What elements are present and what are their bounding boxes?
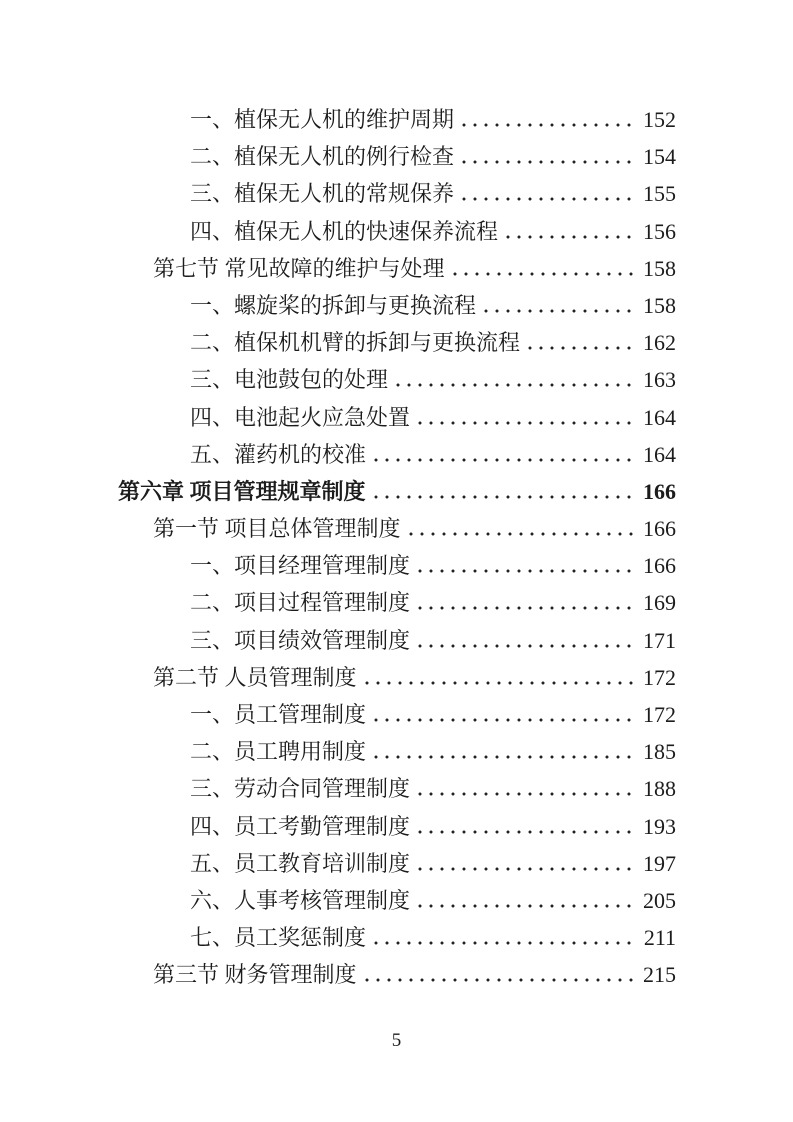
toc-entry-label: 一、螺旋桨的拆卸与更换流程 [190, 292, 477, 318]
toc-entry-page: 158 [643, 255, 676, 281]
toc-entry [118, 584, 676, 621]
dot-leader [418, 867, 633, 871]
dot-leader [418, 792, 633, 796]
toc-entry-label: 第一节 项目总体管理制度 [153, 516, 401, 542]
dot-leader [462, 160, 633, 164]
dot-leader [374, 458, 633, 462]
toc-entry [118, 510, 676, 547]
toc-entry-page: 171 [643, 627, 676, 653]
toc-entry [118, 138, 676, 175]
dot-leader [484, 309, 633, 313]
toc-entry [118, 770, 676, 807]
toc-entry-page: 166 [643, 478, 676, 504]
toc-entry-page: 172 [643, 702, 676, 727]
toc-entry [118, 399, 676, 436]
dot-leader [374, 755, 633, 759]
toc-entry-page: 155 [643, 181, 676, 207]
toc-entry-page: 158 [643, 292, 676, 318]
dot-leader [418, 421, 633, 425]
table-of-contents [118, 101, 676, 994]
toc-entry-page: 193 [643, 813, 676, 839]
toc-entry-label: 四、员工考勤管理制度 [190, 813, 411, 839]
toc-entry-page: 164 [643, 404, 676, 430]
toc-entry [118, 882, 676, 919]
toc-entry-label: 三、项目绩效管理制度 [190, 627, 411, 653]
toc-entry [118, 956, 676, 993]
toc-entry-page: 197 [643, 850, 676, 876]
toc-entry [118, 436, 676, 473]
toc-entry-label: 一、项目经理管理制度 [190, 553, 411, 579]
toc-entry-label: 四、植保无人机的快速保养流程 [190, 218, 499, 244]
toc-entry-label: 第七节 常见故障的维护与处理 [153, 255, 445, 281]
toc-entry-page: 164 [643, 441, 676, 467]
toc-entry [118, 919, 676, 956]
toc-entry-page: 162 [643, 330, 676, 356]
toc-entry [118, 622, 676, 659]
toc-entry-label: 第二节 人员管理制度 [153, 664, 357, 690]
toc-entry [118, 250, 676, 287]
toc-entry-page: 172 [643, 664, 676, 690]
dot-leader [453, 272, 633, 276]
dot-leader [374, 495, 633, 499]
dot-leader [418, 830, 633, 834]
toc-entry [118, 213, 676, 250]
toc-entry-label: 二、项目过程管理制度 [190, 590, 411, 616]
toc-entry-label: 七、员工奖惩制度 [190, 925, 367, 951]
toc-entry-label: 第六章 项目管理规章制度 [118, 478, 366, 504]
dot-leader [418, 644, 633, 648]
toc-entry-page: 211 [643, 925, 676, 951]
toc-entry-label: 五、员工教育培训制度 [190, 850, 411, 876]
toc-entry [118, 324, 676, 361]
toc-entry [118, 473, 676, 510]
dot-leader [365, 978, 633, 982]
toc-entry-page: 154 [643, 144, 676, 170]
dot-leader [418, 606, 633, 610]
toc-entry-page: 152 [643, 107, 676, 132]
toc-entry [118, 733, 676, 770]
dot-leader [396, 383, 633, 387]
toc-entry-label: 四、电池起火应急处置 [190, 404, 411, 430]
dot-leader [409, 532, 633, 536]
toc-entry-label: 五、灌药机的校准 [190, 441, 367, 467]
toc-entry-page: 169 [643, 590, 676, 616]
toc-entry-label: 三、电池鼓包的处理 [190, 367, 389, 393]
toc-entry-page: 215 [643, 962, 676, 988]
toc-entry [118, 101, 676, 138]
toc-entry [118, 547, 676, 584]
toc-entry [118, 175, 676, 212]
toc-entry-label: 一、员工管理制度 [190, 702, 367, 727]
toc-entry [118, 696, 676, 733]
toc-entry-label: 三、劳动合同管理制度 [190, 776, 411, 802]
toc-entry-label: 二、植保机机臂的拆卸与更换流程 [190, 330, 521, 356]
dot-leader [365, 681, 633, 685]
dot-leader [506, 235, 633, 239]
dot-leader [374, 718, 633, 722]
dot-leader [418, 904, 633, 908]
toc-entry-label: 六、人事考核管理制度 [190, 887, 411, 913]
dot-leader [462, 197, 633, 201]
toc-entry-label: 第三节 财务管理制度 [153, 962, 357, 988]
toc-entry-page: 163 [643, 367, 676, 393]
dot-leader [374, 941, 634, 945]
toc-entry-page: 205 [643, 887, 676, 913]
toc-entry-label: 一、植保无人机的维护周期 [190, 107, 455, 132]
toc-entry-label: 二、员工聘用制度 [190, 739, 367, 765]
dot-leader [528, 346, 633, 350]
toc-entry [118, 361, 676, 398]
toc-entry-label: 二、植保无人机的例行检查 [190, 144, 455, 170]
toc-entry [118, 845, 676, 882]
dot-leader [418, 569, 633, 573]
toc-entry-page: 188 [643, 776, 676, 802]
toc-entry [118, 287, 676, 324]
toc-entry [118, 659, 676, 696]
toc-entry [118, 808, 676, 845]
toc-entry-label: 三、植保无人机的常规保养 [190, 181, 455, 207]
toc-entry-page: 156 [643, 218, 676, 244]
toc-entry-page: 166 [643, 516, 676, 542]
toc-entry-page: 185 [643, 739, 676, 765]
toc-entry-page: 166 [643, 553, 676, 579]
footer-page-number: 5 [391, 1030, 402, 1051]
dot-leader [462, 123, 633, 127]
